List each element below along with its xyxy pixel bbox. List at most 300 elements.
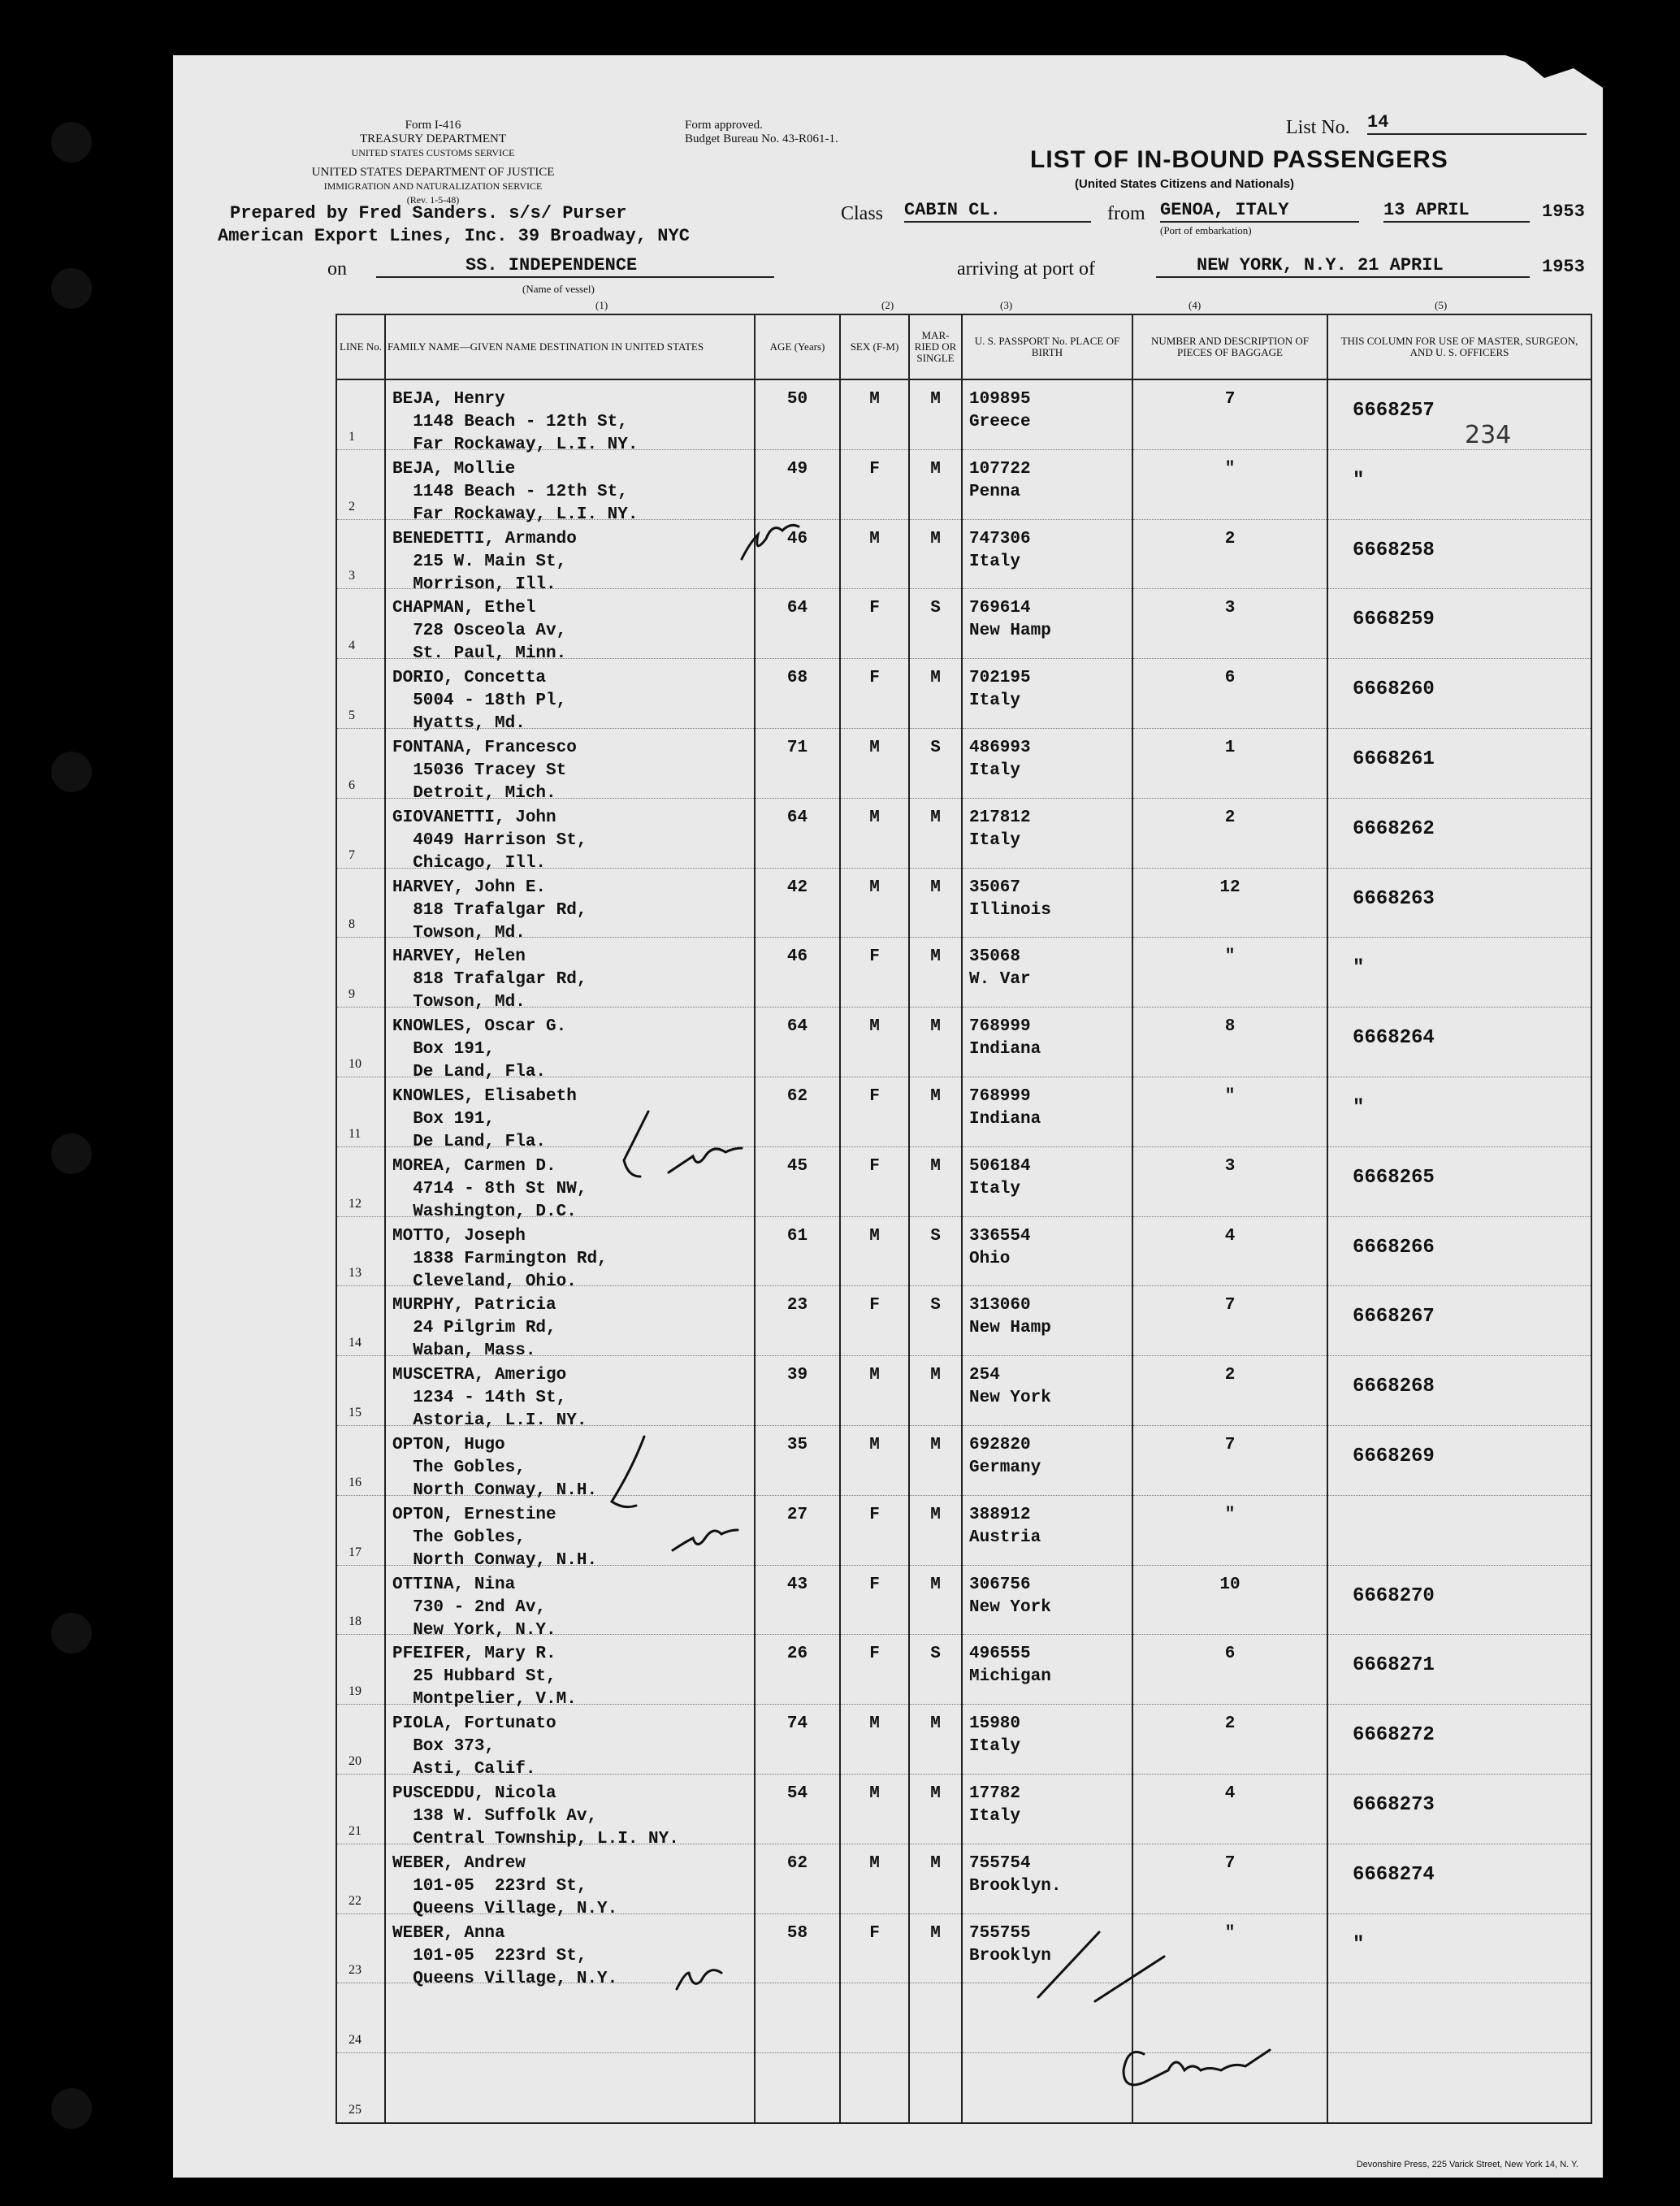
table-row [336,1635,1591,1705]
passport-birthplace: 35067 Illinois [969,878,1051,920]
cell-passenger-name-address [385,2053,755,2123]
age: 64 [786,1017,808,1037]
list-no-label: List No. [1286,117,1350,138]
passenger-name-address: HARVEY, Helen 818 Trafalgar Rd, Towson, Md. [392,947,587,1012]
cell-passport-birthplace [962,379,1132,449]
cell-marital-status [909,1425,962,1495]
marital-status: M [930,1783,941,1803]
cell-line-number [336,1635,385,1705]
cell-age [755,868,840,938]
cell-officer-number [1327,1146,1591,1216]
cell-line-number [336,728,385,798]
baggage-count: 2 [1224,1714,1236,1734]
passport-birthplace: 109895 Greece [969,390,1031,431]
cell-line-number [336,1146,385,1216]
passenger-name-address: BEJA, Mollie 1148 Beach - 12th St, Far Rockaway, L.I. NY. [392,459,639,524]
age: 49 [786,459,808,479]
baggage-count: " [1224,1086,1236,1106]
cell-passport-birthplace [962,1425,1132,1495]
passport-birthplace: 35068 W. Var [969,947,1031,990]
cell-line-number [336,1565,385,1635]
embarkation-date: 13 APRIL [1383,200,1530,223]
passenger-name-address: PUSCEDDU, Nicola 138 W. Suffolk Av, Central Township, L.I. NY. [392,1783,679,1848]
passport-birthplace: 254 New York [969,1366,1051,1408]
line-number: 24 [349,2033,362,2048]
line-number: 14 [349,1336,362,1350]
cell-passenger-name-address [385,798,755,873]
cell-baggage-count [1132,1844,1327,1913]
cell-officer-number [1327,938,1591,1008]
cell-sex [840,1286,909,1356]
col-num-4: (4) [1189,299,1202,311]
cell-sex [840,1356,909,1426]
cell-line-number [336,379,385,449]
passenger-name-address: PFEIFER, Mary R. 25 Hubbard St, Montpelier, V.M. [392,1645,577,1710]
sex: M [869,1435,880,1454]
table-row [336,379,1591,449]
cell-sex [840,1705,909,1775]
cell-age [755,1146,840,1216]
passenger-table [336,314,1592,2124]
marital-status: M [930,529,941,548]
baggage-count: 7 [1224,1853,1236,1873]
cell-passenger-name-address [385,728,755,803]
cell-passenger-name-address [385,1705,755,1779]
cell-sex [840,449,909,519]
cell-passport-birthplace [962,1913,1132,1983]
line-number: 11 [349,1126,362,1141]
officer-number: 6668269 [1353,1445,1435,1467]
baggage-count: 2 [1224,808,1236,827]
arrival-port-date [1156,255,1530,278]
baggage-count: 10 [1219,1575,1241,1594]
passenger-name-address: KNOWLES, Oscar G. Box 191, De Land, Fla. [392,1017,567,1082]
cell-baggage-count [1132,1356,1327,1426]
cell-officer-number [1327,1356,1591,1426]
cell-baggage-count [1132,1635,1327,1705]
cell-officer-number [1327,1286,1591,1356]
cell-passenger-name-address [385,1774,755,1848]
baggage-count: 4 [1224,1783,1236,1803]
marital-status: M [930,1366,941,1385]
form-approved: Form approved. [685,119,763,132]
passenger-name-address: MOTTO, Joseph 1838 Farmington Rd, Cleveland, Ohio. [392,1226,608,1291]
cell-age [755,519,840,589]
cell-age [755,1495,840,1565]
hdr-officers: THIS COLUMN FOR USE OF MASTER, SURGEON, AND U. S. OFFICERS [1327,314,1591,379]
cell-age [755,1774,840,1844]
sex: M [869,738,880,757]
justice-block [279,166,587,207]
baggage-count: " [1224,459,1236,479]
passport-birthplace: 755755 Brooklyn [969,1923,1051,1965]
cell-line-number [336,1077,385,1146]
cell-marital-status [909,938,962,1008]
passport-birthplace: 496555 Michigan [969,1645,1051,1687]
cell-passenger-name-address [385,659,755,734]
passenger-name-address: FONTANA, Francesco 15036 Tracey St Detroit, Mich. [392,738,577,803]
cell-age [755,1425,840,1495]
cell-age [755,728,840,798]
sex: M [869,1017,880,1037]
line-number: 7 [349,847,355,862]
cell-officer-number [1327,1495,1591,1565]
cell-baggage-count [1132,589,1327,659]
marital-status: S [930,1226,941,1246]
cell-officer-number [1327,449,1591,519]
cell-officer-number [1327,1844,1591,1913]
cell-marital-status [909,798,962,868]
sex: M [869,1714,880,1734]
cell-passenger-name-address [385,1216,755,1291]
cell-passport-birthplace [962,1146,1132,1216]
line-number: 20 [349,1753,362,1768]
col-num-5: (5) [1435,299,1448,311]
marital-status: M [930,878,941,897]
cell-passport-birthplace [962,659,1132,729]
cell-sex [840,1495,909,1565]
officer-number: 6668270 [1353,1584,1435,1607]
sex: M [869,1853,880,1873]
cell-officer-number [1327,1425,1591,1495]
line-number: 12 [349,1196,362,1211]
sex: M [869,1783,880,1803]
cell-marital-status [909,1495,962,1565]
passenger-name-address: WEBER, Anna 101-05 223rd St, Queens Village, N.Y. [392,1923,618,1988]
officer-number: " [1353,957,1365,980]
cell-line-number [336,449,385,519]
cell-sex [840,589,909,659]
cell-line-number [336,798,385,868]
baggage-count: 7 [1224,1435,1236,1454]
baggage-count: 3 [1224,599,1236,618]
line-number: 6 [349,778,355,792]
cell-age [755,1008,840,1077]
cell-line-number [336,1774,385,1844]
cell-officer-number [1327,1565,1591,1635]
cell-passenger-name-address [385,1008,755,1082]
cell-baggage-count [1132,1146,1327,1216]
officer-number: 6668267 [1353,1306,1435,1328]
passport-birthplace: 486993 Italy [969,738,1031,780]
cell-marital-status [909,1705,962,1775]
passenger-name-address: BENEDETTI, Armando 215 W. Main St, Morrison, Ill. [392,529,577,594]
cell-passenger-name-address [385,449,755,524]
passport-birthplace: 768999 Indiana [969,1017,1041,1060]
age: 74 [786,1714,808,1734]
cell-line-number [336,1425,385,1495]
table-row [336,938,1591,1008]
cell-line-number [336,1844,385,1913]
cell-officer-number [1327,1983,1591,2053]
cell-passport-birthplace [962,1008,1132,1077]
document-page [173,55,1603,2178]
line-number: 16 [349,1475,362,1489]
cell-passenger-name-address [385,1635,755,1710]
cell-line-number [336,1983,385,2053]
embarkation-year: 1953 [1542,202,1585,222]
hdr-passport: U. S. PASSPORT No. PLACE OF BIRTH [962,314,1132,379]
marital-status: S [930,1296,941,1315]
officer-number: " [1353,469,1365,492]
cell-age [755,1565,840,1635]
cell-marital-status [909,1356,962,1426]
line-number: 23 [349,1963,362,1978]
col-num-3: (3) [1000,299,1013,311]
cell-passenger-name-address [385,589,755,664]
cell-sex [840,2053,909,2123]
line-number: 1 [349,429,355,444]
cell-baggage-count [1132,1008,1327,1077]
embarkation-port: GENOA, ITALY [1160,200,1359,223]
table-row [336,449,1591,519]
marital-status: M [930,1923,941,1943]
from-label: from [1107,203,1145,224]
line-number: 17 [349,1545,362,1559]
passport-birthplace: 755754 Brooklyn. [969,1853,1062,1896]
cell-line-number [336,659,385,729]
officer-number: 6668265 [1353,1166,1435,1189]
cell-passenger-name-address [385,1844,755,1918]
cell-passport-birthplace [962,1844,1132,1913]
marital-status: M [930,1505,941,1524]
age: 71 [786,738,808,757]
cell-officer-number [1327,1774,1591,1844]
marital-status: M [930,459,941,479]
cell-passenger-name-address [385,1495,755,1570]
cell-marital-status [909,2053,962,2123]
baggage-count: 4 [1224,1226,1236,1246]
cell-marital-status [909,379,962,449]
on-label: on [327,258,347,280]
passenger-name-address: PIOLA, Fortunato Box 373, Asti, Calif. [392,1714,556,1779]
baggage-count: " [1224,1505,1236,1524]
cell-passenger-name-address [385,519,755,594]
cell-line-number [336,519,385,589]
age: 27 [786,1505,808,1524]
line-number: 8 [349,917,355,932]
cell-age [755,659,840,729]
col-num-1: (1) [595,299,608,311]
cell-sex [840,798,909,868]
cell-passport-birthplace [962,1286,1132,1356]
hdr-name: FAMILY NAME—GIVEN NAME DESTINATION IN UNITED STATES [385,314,755,379]
cell-baggage-count [1132,659,1327,729]
cell-baggage-count [1132,728,1327,798]
age: 64 [786,808,808,827]
vessel-caption: (Name of vessel) [522,283,595,295]
table-row [336,798,1591,868]
cell-age [755,1216,840,1286]
passenger-name-address: MOREA, Carmen D. 4714 - 8th St NW, Washington, D.C. [392,1156,587,1221]
hdr-married: MAR-RIED OR SINGLE [909,314,962,379]
passport-birthplace: 692820 Germany [969,1435,1041,1477]
cell-line-number [336,1216,385,1286]
table-row [336,1983,1591,2053]
cell-officer-number [1327,379,1591,449]
cell-passenger-name-address [385,379,755,454]
cell-officer-number [1327,2053,1591,2123]
cell-age [755,449,840,519]
passport-birthplace: 217812 Italy [969,808,1031,850]
officer-number: 6668259 [1353,609,1435,631]
line-number: 19 [349,1684,362,1699]
age: 54 [786,1783,808,1803]
cell-baggage-count [1132,1983,1327,2053]
cell-sex [840,1635,909,1705]
baggage-count: 3 [1224,1156,1236,1176]
cell-line-number [336,1008,385,1077]
marital-status: M [930,669,941,688]
line-number: 13 [349,1266,362,1281]
binder-hole [51,2088,92,2129]
officer-number: 6668260 [1353,678,1435,701]
age: 62 [786,1853,808,1873]
cell-officer-number [1327,589,1591,659]
passport-birthplace: 17782 Italy [969,1783,1021,1826]
sex: M [869,390,880,409]
arrival-port: NEW YORK, N.Y. [1197,255,1347,275]
sex: F [869,1156,880,1176]
passenger-name-address: OPTON, Ernestine The Gobles, North Conway, N.H. [392,1505,598,1570]
cell-sex [840,1216,909,1286]
cell-officer-number [1327,868,1591,938]
cell-line-number [336,589,385,659]
age: 39 [786,1366,808,1385]
cell-line-number [336,1913,385,1983]
cell-baggage-count [1132,798,1327,868]
treasury-dept: TREASURY DEPARTMENT [359,132,507,145]
cell-passenger-name-address [385,1565,755,1640]
baggage-count: 1 [1224,738,1236,757]
document-subtitle: (United States Citizens and Nationals) [1075,177,1295,191]
cell-passport-birthplace [962,589,1132,659]
table-row [336,1495,1591,1565]
baggage-count: 7 [1224,1296,1236,1315]
passport-birthplace: 769614 New Hamp [969,599,1051,641]
cell-age [755,1356,840,1426]
age: 61 [786,1226,808,1246]
cell-passenger-name-address [385,938,755,1012]
form-number: Form I-416 [405,119,461,132]
cell-passenger-name-address [385,1983,755,2053]
cell-baggage-count [1132,1565,1327,1635]
table-row [336,1008,1591,1077]
table-row [336,868,1591,938]
age: 35 [786,1435,808,1454]
cell-baggage-count [1132,1774,1327,1844]
cell-officer-number [1327,659,1591,729]
cell-baggage-count [1132,1495,1327,1565]
handwritten-page-number: 234 [1465,421,1512,449]
baggage-count: 2 [1224,1366,1236,1385]
cell-officer-number [1327,798,1591,868]
officer-number: 6668268 [1353,1376,1435,1398]
table-row [336,1146,1591,1216]
baggage-count: " [1224,947,1236,967]
table-row [336,1913,1591,1983]
table-header [336,314,1591,379]
marital-status: M [930,947,941,967]
justice-dept: UNITED STATES DEPARTMENT OF JUSTICE [311,166,555,179]
cell-officer-number [1327,1077,1591,1146]
sex: F [869,947,880,967]
cell-sex [840,1983,909,2053]
passenger-name-address: HARVEY, John E. 818 Trafalgar Rd, Towson, Md. [392,878,587,943]
cell-marital-status [909,1146,962,1216]
cell-passport-birthplace [962,1077,1132,1146]
cell-passport-birthplace [962,1983,1132,2053]
cell-passport-birthplace [962,728,1132,798]
sex: F [869,1505,880,1524]
officer-number: 6668257 [1353,400,1435,422]
cell-age [755,1844,840,1913]
cell-marital-status [909,1008,962,1077]
cell-passport-birthplace [962,449,1132,519]
binder-hole [51,752,92,792]
passport-birthplace: 768999 Indiana [969,1086,1041,1129]
line-number: 4 [349,639,355,653]
cell-officer-number [1327,1216,1591,1286]
sex: F [869,599,880,618]
cell-marital-status [909,659,962,729]
cell-line-number [336,1495,385,1565]
sex: M [869,808,880,827]
cell-sex [840,1774,909,1844]
passenger-name-address: CHAPMAN, Ethel 728 Osceola Av, St. Paul, Minn. [392,599,567,664]
table-row [336,2053,1591,2123]
cell-age [755,1983,840,2053]
baggage-count: 6 [1224,1645,1236,1664]
cell-line-number [336,1705,385,1775]
line-number: 3 [349,569,355,583]
passenger-name-address: OPTON, Hugo The Gobles, North Conway, N.H. [392,1435,598,1500]
cell-age [755,1913,840,1983]
baggage-count: 8 [1224,1017,1236,1037]
sex: M [869,1226,880,1246]
printer-footer: Devonshire Press, 225 Varick Street, New York 14, N. Y. [1356,2160,1578,2169]
line-number: 15 [349,1405,362,1419]
revision: (Rev. 1-5-48) [406,194,460,206]
sex: F [869,669,880,688]
cell-age [755,798,840,868]
cell-passenger-name-address [385,1077,755,1151]
passport-birthplace: 15980 Italy [969,1714,1021,1757]
line-number: 5 [349,708,355,722]
age: 26 [786,1645,808,1664]
cell-passport-birthplace [962,1495,1132,1565]
sex: F [869,1296,880,1315]
passport-birthplace: 506184 Italy [969,1156,1031,1198]
table-row [336,519,1591,589]
cell-passport-birthplace [962,1356,1132,1426]
cell-line-number [336,938,385,1008]
cell-age [755,938,840,1008]
cell-marital-status [909,449,962,519]
marital-status: S [930,738,941,757]
cell-age [755,1635,840,1705]
binder-hole [51,122,92,163]
marital-status: S [930,1645,941,1664]
marital-status: M [930,1435,941,1454]
age: 46 [786,947,808,967]
line-number: 10 [349,1056,362,1071]
table-row [336,589,1591,659]
cell-age [755,589,840,659]
vessel-name: SS. INDEPENDENCE [376,255,774,278]
cell-baggage-count [1132,1077,1327,1146]
passenger-name-address: WEBER, Andrew 101-05 223rd St, Queens Village, N.Y. [392,1853,618,1918]
